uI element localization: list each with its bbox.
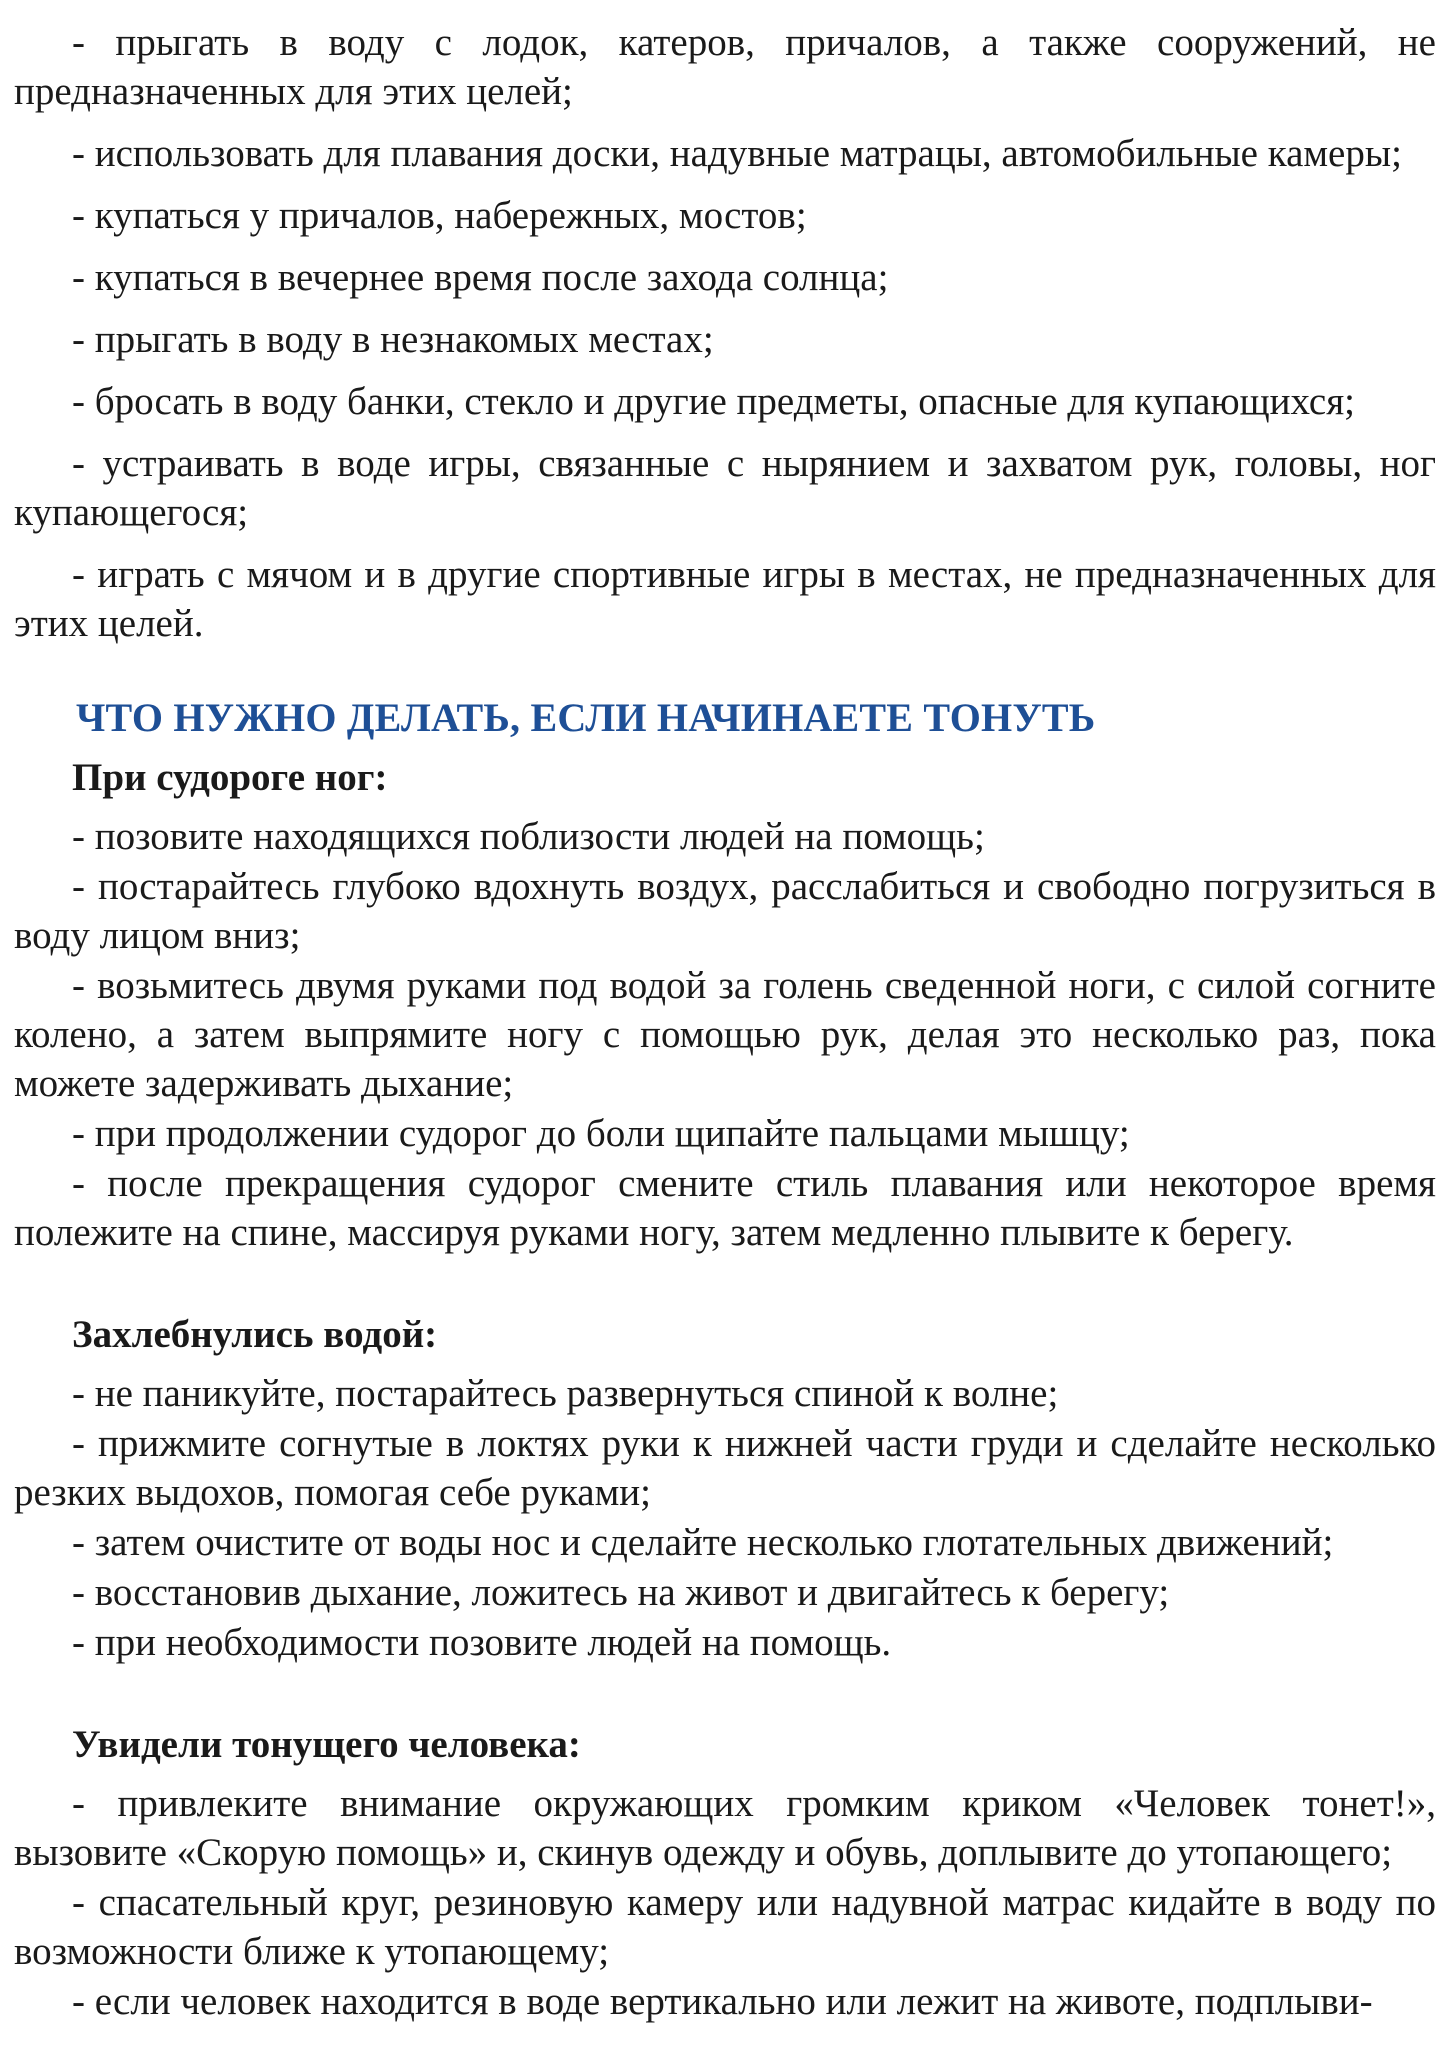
list-item: - после прекращения судорог смените стиль плавания или некоторое время полежите на спине, массируя руками ногу, затем медленно плывите к берегу. [14, 1162, 1436, 1254]
list-item: - использовать для плавания доски, надувные матрацы, автомобильные камеры; [72, 132, 1402, 175]
list-item: - если человек находится в воде вертикально или лежит на животе, подплыви- [72, 1980, 1373, 2023]
list-item: - устраивать в воде игры, связанные с нырянием и захватом рук, головы, ног купающегося; [14, 442, 1436, 534]
list-item: - прыгать в воду в незнакомых местах; [72, 318, 714, 361]
list-item: - прыгать в воду с лодок, катеров, причалов, а также сооружений, не предназначенных для этих целей; [14, 21, 1436, 113]
list-item: - привлеките внимание окружающих громким криком «Человек тонет!», вызовите «Скорую помощь» и, скинув одежду и обувь, доплывите до утопающего; [14, 1782, 1436, 1874]
list-item: - при необходимости позовите людей на помощь. [72, 1621, 892, 1664]
list-item: - восстановив дыхание, ложитесь на живот и двигайтесь к берегу; [72, 1571, 1170, 1614]
choked-heading: Захлебнулись водой: [72, 1313, 438, 1356]
list-item: - возьмитесь двумя руками под водой за голень сведенной ноги, с силой согните колено, а затем выпрямите ногу с помощью рук, делая это несколько раз, пока можете задерживать дыхание; [14, 964, 1436, 1105]
cramp-list [14, 812, 1436, 1257]
list-item: - затем очистите от воды нос и сделайте несколько глотательных движений; [72, 1521, 1334, 1564]
section-title: ЧТО НУЖНО ДЕЛАТЬ, ЕСЛИ НАЧИНАЕТЕ ТОНУТЬ [76, 695, 1096, 740]
list-item: - бросать в воду банки, стекло и другие предметы, опасные для купающихся; [72, 380, 1355, 423]
list-item: - прижмите согнутые в локтях руки к нижней части груди и сделайте несколько резких выдохов, помогая себе руками; [14, 1422, 1436, 1514]
list-item: - не паникуйте, постарайтесь развернуться спиной к волне; [72, 1372, 1059, 1415]
cramp-heading: При судороге ног: [72, 756, 388, 799]
list-item: - купаться у причалов, набережных, мостов; [72, 194, 807, 237]
prohibitions-list [14, 18, 1436, 648]
list-item: - постарайтесь глубоко вдохнуть воздух, расслабиться и свободно погрузиться в воду лицом вниз; [14, 865, 1436, 957]
list-item: - купаться в вечернее время после захода солнца; [72, 256, 889, 299]
drowning-heading: Увидели тонущего человека: [72, 1723, 581, 1766]
drowning-list [14, 1779, 1436, 2026]
list-item: - спасательный круг, резиновую камеру или надувной матрас кидайте в воду по возможности ближе к утопающему; [14, 1881, 1436, 1973]
list-item: - позовите находящихся поблизости людей на помощь; [72, 815, 985, 858]
list-item: - играть с мячом и в другие спортивные игры в местах, не предназначенных для этих целей. [14, 553, 1436, 645]
choked-list [14, 1369, 1436, 1667]
list-item: - при продолжении судорог до боли щипайте пальцами мышцу; [72, 1112, 1130, 1155]
